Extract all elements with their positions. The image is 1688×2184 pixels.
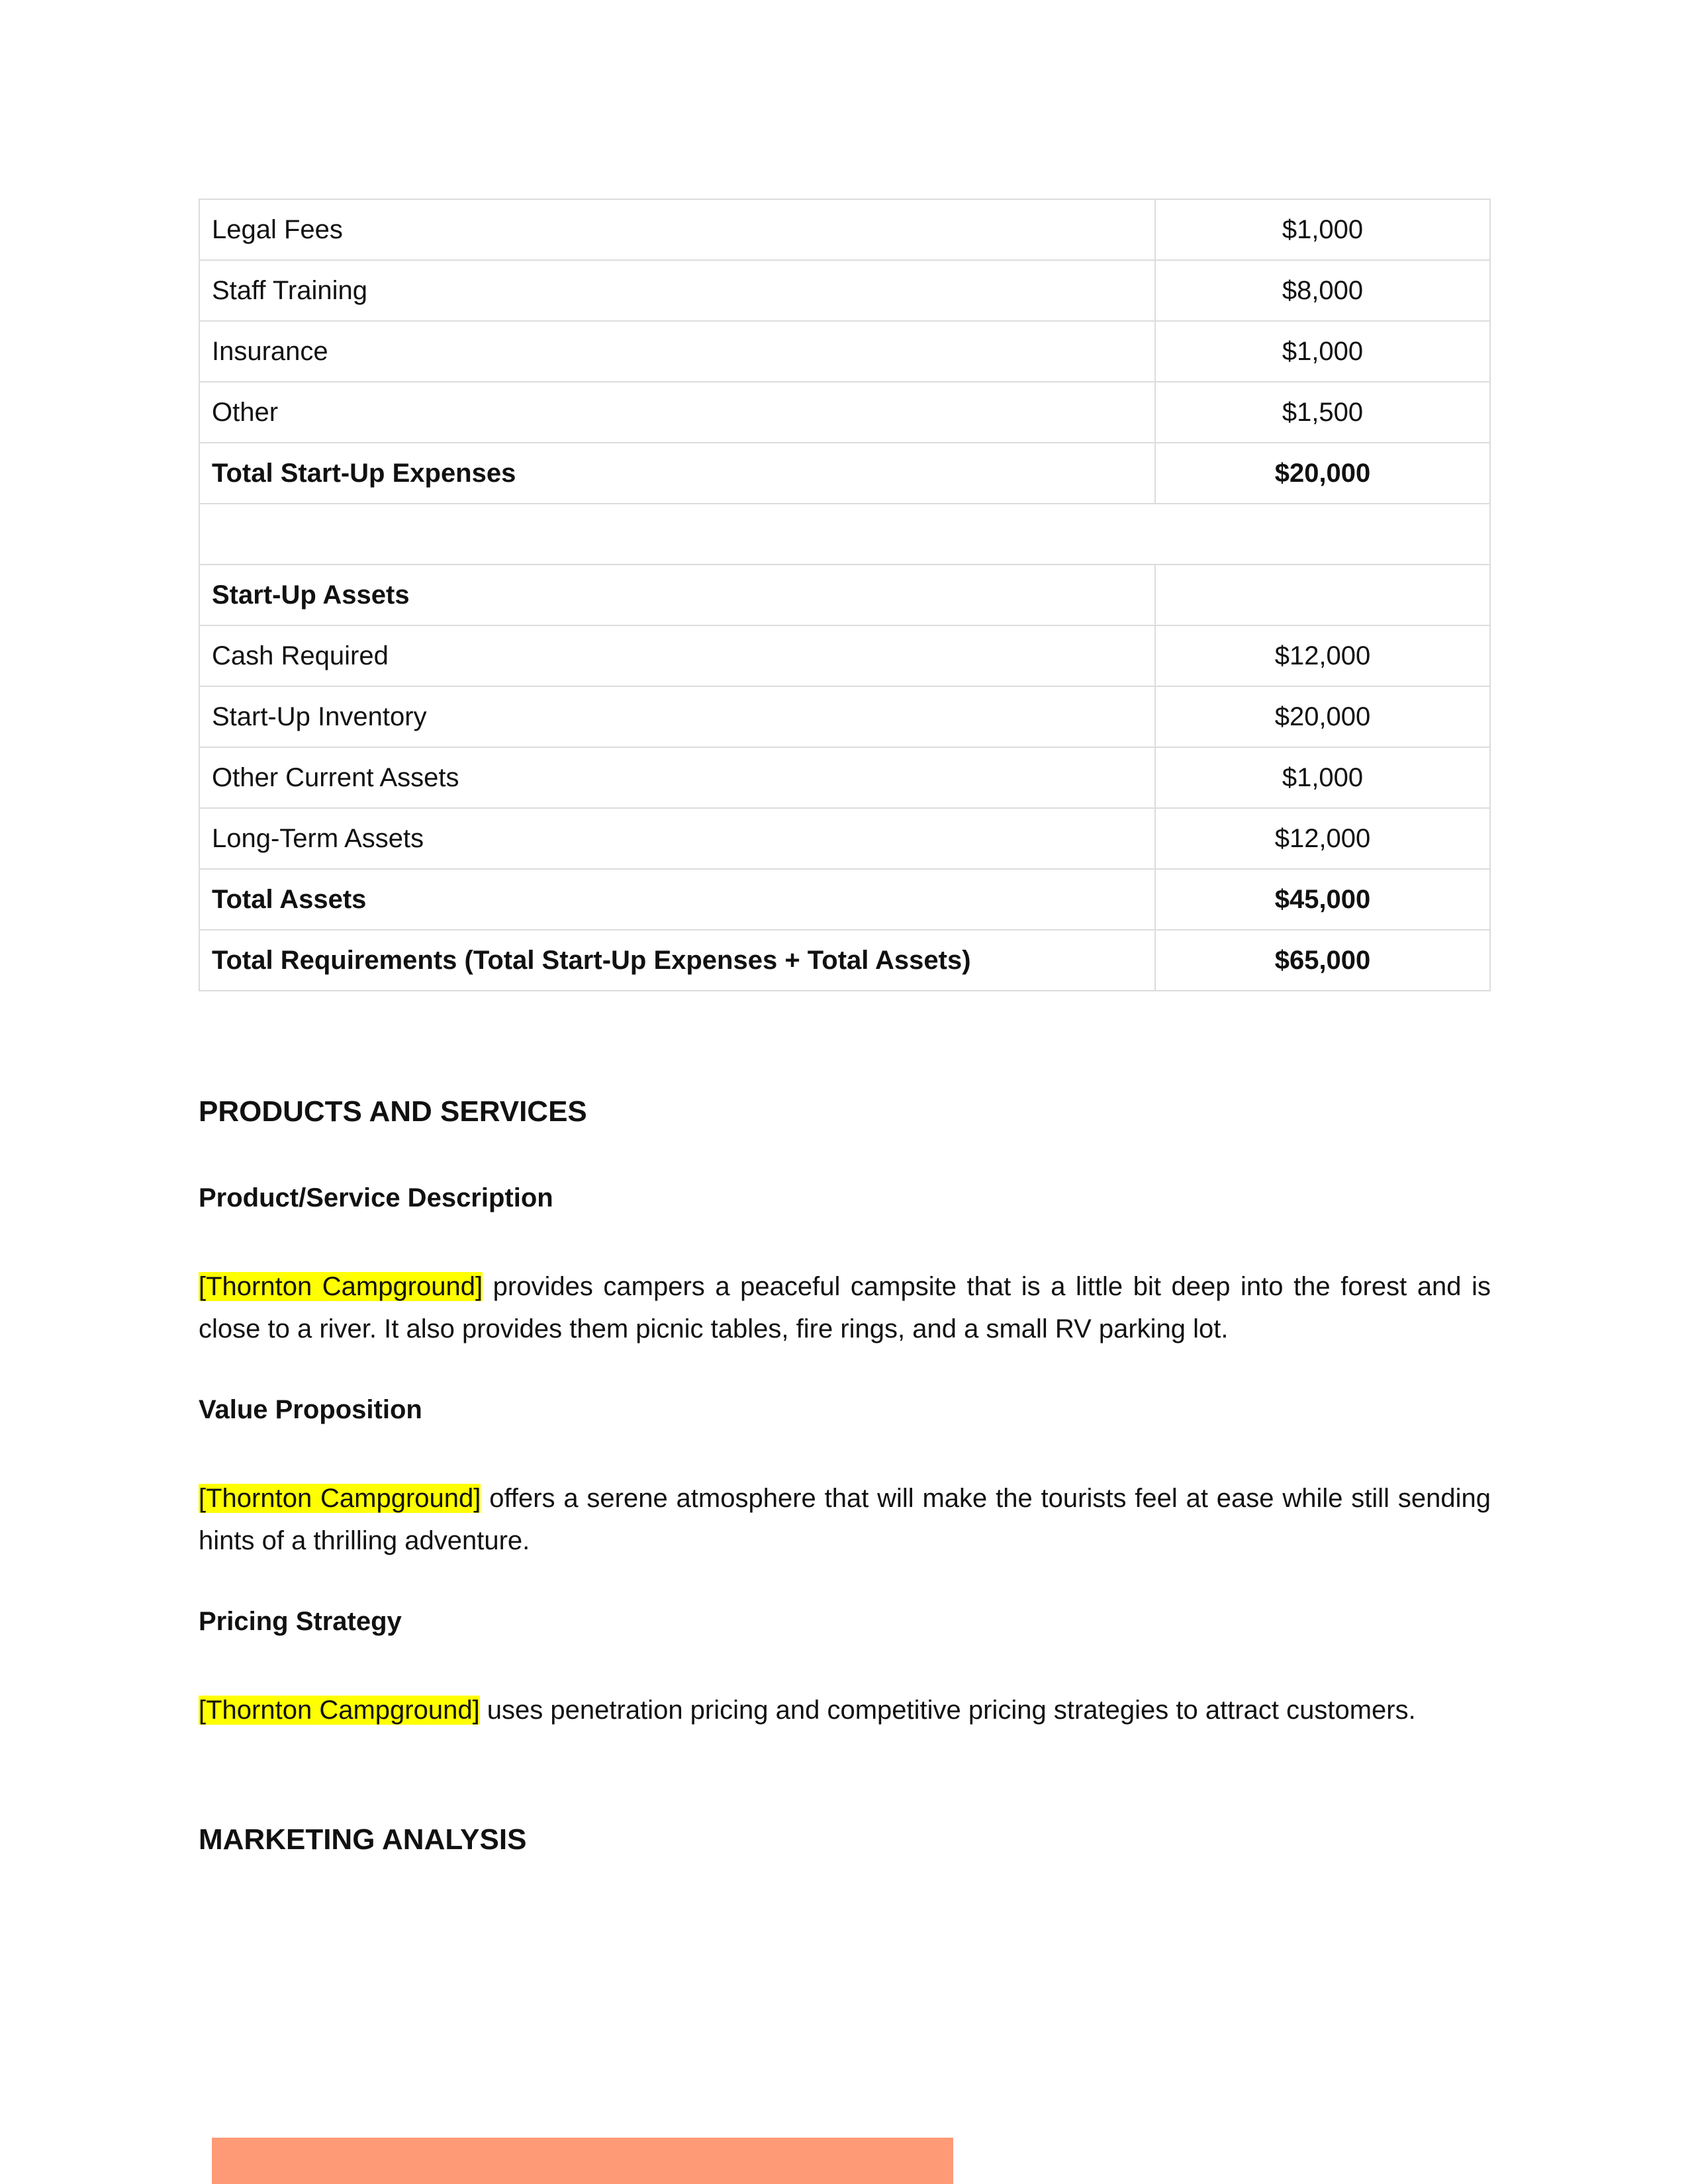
table-row (199, 625, 1490, 686)
row-value-cell: $12,000 (1155, 625, 1490, 686)
row-value-cell: $65,000 (1155, 930, 1490, 991)
pricing-strategy-paragraph (199, 1689, 1491, 1731)
table-row (199, 747, 1490, 808)
pricing-strategy-text: uses penetration pricing and competitive pricing strategies to attract customers. (479, 1696, 1416, 1725)
company-name-highlight: [Thornton Campground] (199, 1696, 480, 1725)
marketing-analysis-heading: MARKETING ANALYSIS (199, 1823, 527, 1856)
value-proposition-text: offers a serene atmosphere that will make the tourists feel at ease while still sending hints of a thrilling adventure. (199, 1484, 1491, 1555)
table-row (199, 382, 1490, 443)
row-value-cell: $45,000 (1155, 869, 1490, 930)
table-row (199, 565, 1490, 625)
finance-table-body (199, 199, 1490, 991)
row-label-cell: Total Start-Up Expenses (199, 443, 1155, 504)
table-row (199, 686, 1490, 747)
row-value-cell: $1,000 (1155, 199, 1490, 260)
company-name-highlight: [Thornton Campground] (199, 1484, 481, 1513)
description-text: provides campers a peaceful campsite that is a little bit deep into the forest and is close to a river. It also provides them picnic tables, fire rings, and a small RV parking lot. (199, 1272, 1491, 1343)
row-value-cell (1155, 565, 1490, 625)
startup-finance-table (199, 199, 1491, 991)
row-value-cell: $20,000 (1155, 686, 1490, 747)
company-name-highlight: [Thornton Campground] (199, 1272, 483, 1301)
row-label-cell: Long-Term Assets (199, 808, 1155, 869)
row-value-cell: $20,000 (1155, 443, 1490, 504)
row-label-cell: Total Assets (199, 869, 1155, 930)
row-value-cell: $1,000 (1155, 747, 1490, 808)
row-label-cell: Total Requirements (Total Start-Up Expenses + Total Assets) (199, 930, 1155, 991)
value-proposition-paragraph (199, 1477, 1491, 1562)
pricing-strategy-heading: Pricing Strategy (199, 1607, 402, 1636)
table-row (199, 869, 1490, 930)
value-proposition-heading: Value Proposition (199, 1395, 422, 1424)
table-row (199, 321, 1490, 382)
table-spacer-cell (199, 504, 1490, 565)
row-value-cell: $12,000 (1155, 808, 1490, 869)
row-label-cell: Other Current Assets (199, 747, 1155, 808)
row-value-cell: $1,000 (1155, 321, 1490, 382)
row-value-cell: $8,000 (1155, 260, 1490, 321)
table-row (199, 808, 1490, 869)
row-label-cell: Staff Training (199, 260, 1155, 321)
row-label-cell: Other (199, 382, 1155, 443)
row-label-cell: Start-Up Assets (199, 565, 1155, 625)
table-row (199, 504, 1490, 565)
table-row (199, 930, 1490, 991)
table-row (199, 260, 1490, 321)
products-services-heading: PRODUCTS AND SERVICES (199, 1095, 587, 1128)
table-row (199, 443, 1490, 504)
row-value-cell: $1,500 (1155, 382, 1490, 443)
row-label-cell: Legal Fees (199, 199, 1155, 260)
product-service-description-heading: Product/Service Description (199, 1183, 553, 1212)
product-service-description-paragraph (199, 1265, 1491, 1350)
table-row (199, 199, 1490, 260)
row-label-cell: Insurance (199, 321, 1155, 382)
row-label-cell: Cash Required (199, 625, 1155, 686)
footer-decorative-bar (212, 2138, 953, 2184)
row-label-cell: Start-Up Inventory (199, 686, 1155, 747)
